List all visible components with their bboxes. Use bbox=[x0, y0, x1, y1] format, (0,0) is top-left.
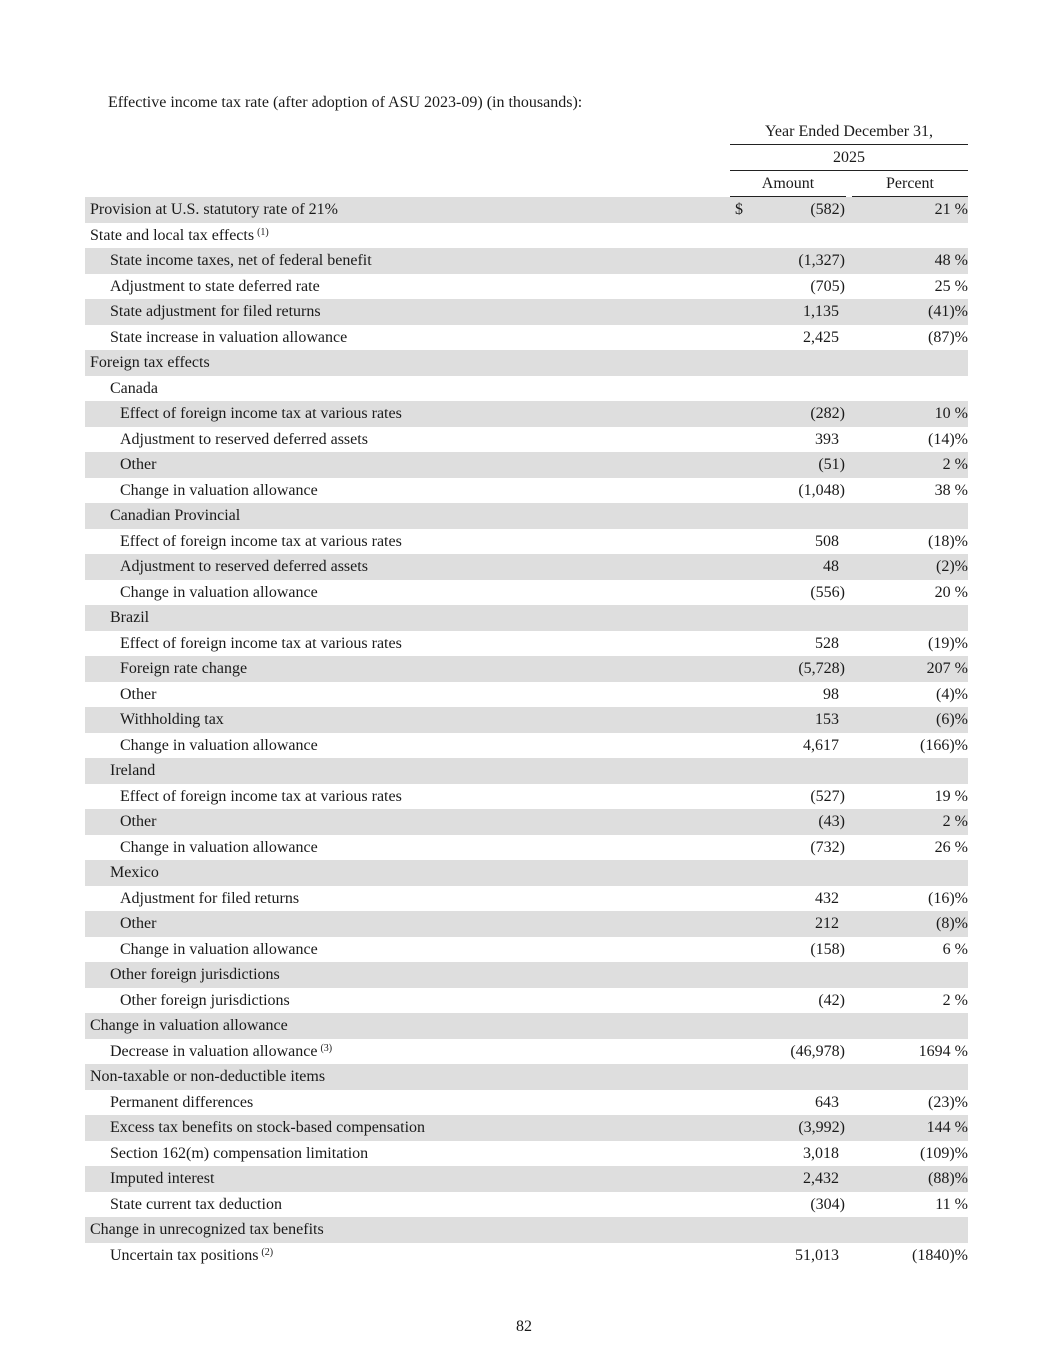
row-label-text: Foreign tax effects bbox=[90, 354, 210, 371]
amount-cell: (556) bbox=[810, 583, 845, 601]
row-label bbox=[120, 707, 224, 733]
percent-cell: 10 % bbox=[934, 405, 968, 422]
table-row bbox=[85, 937, 968, 963]
row-label-text: Canadian Provincial bbox=[110, 507, 241, 524]
row-label bbox=[120, 427, 368, 453]
table-row bbox=[85, 605, 968, 631]
row-label-text: State adjustment for filed returns bbox=[110, 303, 321, 320]
table-row bbox=[85, 911, 968, 937]
amount-cell: 51,013 bbox=[795, 1246, 839, 1264]
row-label bbox=[110, 758, 155, 784]
percent-column-header: Percent bbox=[886, 175, 934, 192]
row-label-text: Change in unrecognized tax benefits bbox=[90, 1221, 324, 1238]
percent-cell: 25 % bbox=[934, 277, 968, 295]
table-row bbox=[85, 197, 968, 223]
amount-cell: 508 bbox=[815, 532, 839, 550]
table-row bbox=[85, 988, 968, 1014]
percent-cell: 2 % bbox=[942, 813, 968, 830]
amount-cell: 643 bbox=[815, 1093, 839, 1111]
percent-cell: 144 % bbox=[926, 1119, 968, 1136]
year-header: 2025 bbox=[833, 149, 865, 166]
tax-rate-table bbox=[85, 197, 968, 1268]
table-row bbox=[85, 401, 968, 427]
row-label bbox=[90, 1064, 325, 1090]
row-label bbox=[90, 1013, 288, 1039]
period-underline bbox=[730, 144, 968, 145]
amount-cell: 153 bbox=[815, 711, 839, 728]
table-row bbox=[85, 962, 968, 988]
table-row bbox=[85, 1166, 968, 1192]
percent-cell: (14)% bbox=[928, 430, 968, 448]
percent-cell: (6)% bbox=[936, 711, 968, 728]
table-row bbox=[85, 427, 968, 453]
percent-cell: 21 % bbox=[934, 201, 968, 218]
row-label bbox=[120, 809, 156, 835]
table-row bbox=[85, 299, 968, 325]
row-label-text: Change in valuation allowance bbox=[120, 940, 318, 958]
footnote-marker: (1) bbox=[257, 226, 269, 238]
table-row bbox=[85, 835, 968, 861]
amount-cell: (705) bbox=[810, 277, 845, 295]
row-label bbox=[110, 299, 321, 325]
footnote-marker: (2) bbox=[261, 1246, 274, 1258]
row-label-text: Permanent differences bbox=[110, 1093, 254, 1111]
table-row bbox=[85, 529, 968, 555]
percent-cell: (2)% bbox=[936, 558, 968, 575]
table-row bbox=[85, 1039, 968, 1065]
amount-cell: 212 bbox=[815, 915, 839, 932]
table-row bbox=[85, 350, 968, 376]
table-row bbox=[85, 554, 968, 580]
row-label bbox=[110, 1115, 425, 1141]
percent-cell: (109)% bbox=[920, 1144, 968, 1162]
table-row bbox=[85, 478, 968, 504]
table-row bbox=[85, 274, 968, 300]
row-label-text: Withholding tax bbox=[120, 711, 224, 728]
percent-cell: (23)% bbox=[928, 1093, 968, 1111]
row-label bbox=[110, 962, 280, 988]
table-row bbox=[85, 325, 968, 351]
table-row bbox=[85, 503, 968, 529]
row-label bbox=[90, 197, 338, 223]
table-row bbox=[85, 580, 968, 606]
row-label bbox=[120, 835, 318, 861]
amount-cell: (1,327) bbox=[798, 252, 845, 269]
percent-cell: 26 % bbox=[934, 838, 968, 856]
row-label-text: Effect of foreign income tax at various rates bbox=[120, 634, 402, 652]
year-underline bbox=[730, 170, 968, 171]
row-label bbox=[110, 860, 159, 886]
row-label-text: Change in valuation allowance bbox=[120, 838, 318, 856]
row-label bbox=[110, 1166, 214, 1192]
row-label bbox=[90, 350, 210, 376]
percent-cell: (18)% bbox=[928, 532, 968, 550]
row-label-text: Other foreign jurisdictions bbox=[110, 966, 280, 983]
row-label bbox=[120, 554, 368, 580]
row-label bbox=[110, 325, 347, 351]
amount-cell: (3,992) bbox=[798, 1119, 845, 1136]
amount-cell: (582) bbox=[810, 201, 845, 218]
percent-cell: 6 % bbox=[942, 940, 968, 958]
row-label bbox=[120, 478, 318, 504]
percent-cell: (88)% bbox=[928, 1170, 968, 1187]
table-row bbox=[85, 1013, 968, 1039]
row-label bbox=[120, 452, 156, 478]
row-label-text: Change in valuation allowance bbox=[120, 736, 318, 754]
row-label bbox=[110, 248, 372, 274]
row-label-text: Adjustment to reserved deferred assets bbox=[120, 558, 368, 575]
amount-cell: 3,018 bbox=[803, 1144, 839, 1162]
row-label bbox=[120, 401, 402, 427]
row-label-text: Provision at U.S. statutory rate of 21% bbox=[90, 201, 338, 218]
table-row bbox=[85, 809, 968, 835]
table-row bbox=[85, 248, 968, 274]
row-label-text: Adjustment to state deferred rate bbox=[110, 277, 320, 295]
percent-cell: (19)% bbox=[928, 634, 968, 652]
row-label bbox=[120, 988, 290, 1014]
percent-cell: (87)% bbox=[928, 328, 968, 346]
table-row bbox=[85, 656, 968, 682]
currency-symbol: $ bbox=[735, 201, 743, 218]
row-label bbox=[120, 911, 156, 937]
amount-cell: (527) bbox=[810, 787, 845, 805]
percent-cell: (166)% bbox=[920, 736, 968, 754]
row-label-text: Effect of foreign income tax at various rates bbox=[120, 405, 402, 422]
row-label-text: Ireland bbox=[110, 762, 156, 779]
table-row bbox=[85, 376, 968, 402]
table-row bbox=[85, 733, 968, 759]
amount-cell: (304) bbox=[810, 1195, 845, 1213]
row-label-text: Other bbox=[120, 685, 157, 703]
percent-cell: 38 % bbox=[934, 481, 968, 499]
row-label-text: Foreign rate change bbox=[120, 660, 248, 677]
amount-cell: 2,425 bbox=[803, 328, 839, 346]
row-label-text: Change in valuation allowance bbox=[120, 583, 318, 601]
percent-cell: (8)% bbox=[936, 915, 968, 932]
row-label bbox=[120, 631, 402, 657]
percent-cell: (1840)% bbox=[912, 1246, 968, 1264]
row-label bbox=[110, 503, 240, 529]
row-label-text: Non-taxable or non-deductible items bbox=[90, 1068, 326, 1085]
percent-cell: 20 % bbox=[934, 583, 968, 601]
row-label-text: State current tax deduction bbox=[110, 1195, 282, 1213]
percent-cell: (41)% bbox=[928, 303, 968, 320]
row-label bbox=[120, 682, 156, 708]
table-row bbox=[85, 1217, 968, 1243]
row-label bbox=[120, 733, 318, 759]
row-label bbox=[120, 784, 402, 810]
percent-cell: 2 % bbox=[942, 456, 968, 473]
footnote-marker: (3) bbox=[320, 1042, 333, 1054]
amount-cell: (1,048) bbox=[798, 481, 845, 499]
row-label bbox=[120, 937, 318, 963]
table-caption: Effective income tax rate (after adoption of ASU 2023-09) (in thousands): bbox=[108, 94, 583, 111]
table-row bbox=[85, 682, 968, 708]
amount-cell: (732) bbox=[810, 838, 845, 856]
amount-cell: (42) bbox=[818, 991, 845, 1009]
row-label-text: Imputed interest bbox=[110, 1170, 215, 1187]
table-row bbox=[85, 223, 968, 249]
amount-cell: 4,617 bbox=[803, 736, 839, 754]
percent-cell: 48 % bbox=[934, 252, 968, 269]
row-label-text: Effect of foreign income tax at various rates bbox=[120, 532, 402, 550]
table-row bbox=[85, 1243, 968, 1269]
amount-cell: (46,978) bbox=[790, 1042, 845, 1060]
amount-cell: (43) bbox=[818, 813, 845, 830]
row-label-text: Mexico bbox=[110, 864, 159, 881]
row-label bbox=[110, 274, 320, 300]
row-label bbox=[110, 1141, 368, 1167]
row-label bbox=[90, 1217, 324, 1243]
row-label-text: Excess tax benefits on stock-based compensation bbox=[110, 1119, 426, 1136]
table-row bbox=[85, 1064, 968, 1090]
row-label-text: Uncertain tax positions bbox=[110, 1246, 259, 1264]
amount-cell: 1,135 bbox=[803, 303, 839, 320]
row-label bbox=[120, 656, 247, 682]
row-label-text: Change in valuation allowance bbox=[120, 481, 318, 499]
row-label-text: Change in valuation allowance bbox=[90, 1017, 288, 1034]
table-row bbox=[85, 758, 968, 784]
table-row bbox=[85, 860, 968, 886]
period-header: Year Ended December 31, bbox=[764, 123, 934, 140]
percent-cell: 2 % bbox=[942, 991, 968, 1009]
row-label bbox=[120, 886, 299, 912]
table-row bbox=[85, 1192, 968, 1218]
amount-cell: 98 bbox=[823, 685, 839, 703]
row-label-text: State increase in valuation allowance bbox=[110, 328, 348, 346]
table-row bbox=[85, 1090, 968, 1116]
percent-cell: (16)% bbox=[928, 889, 968, 907]
row-label-text: Brazil bbox=[110, 609, 150, 626]
amount-column-header: Amount bbox=[761, 175, 815, 192]
table-row bbox=[85, 707, 968, 733]
amount-cell: 393 bbox=[815, 430, 839, 448]
row-label bbox=[110, 605, 149, 631]
row-label-text: Section 162(m) compensation limitation bbox=[110, 1144, 369, 1162]
row-label-text: State and local tax effects bbox=[90, 226, 255, 244]
row-label bbox=[120, 580, 318, 606]
row-label-text: Canada bbox=[110, 379, 158, 397]
row-label-text: Other bbox=[120, 813, 157, 830]
row-label-text: State income taxes, net of federal benefit bbox=[110, 252, 372, 269]
amount-cell: (51) bbox=[818, 456, 845, 473]
row-label-text: Other bbox=[120, 456, 157, 473]
table-row bbox=[85, 631, 968, 657]
table-row bbox=[85, 1141, 968, 1167]
row-label bbox=[110, 1192, 282, 1218]
percent-cell: 19 % bbox=[934, 787, 968, 805]
row-label bbox=[120, 529, 402, 555]
amount-cell: 48 bbox=[823, 558, 839, 575]
amount-cell: 432 bbox=[815, 889, 839, 907]
amount-cell: 2,432 bbox=[803, 1170, 839, 1187]
row-label-text: Adjustment to reserved deferred assets bbox=[120, 430, 368, 448]
row-label-text: Decrease in valuation allowance bbox=[110, 1042, 318, 1060]
amount-cell: (282) bbox=[810, 405, 845, 422]
percent-cell: (4)% bbox=[936, 685, 968, 703]
percent-cell: 11 % bbox=[935, 1195, 968, 1213]
percent-cell: 207 % bbox=[926, 660, 968, 677]
row-label-text: Adjustment for filed returns bbox=[120, 889, 300, 907]
row-label bbox=[110, 376, 158, 402]
table-row bbox=[85, 886, 968, 912]
row-label bbox=[110, 1090, 253, 1116]
page-number: 82 bbox=[516, 1318, 532, 1335]
row-label bbox=[90, 223, 269, 251]
row-label-text: Effect of foreign income tax at various rates bbox=[120, 787, 402, 805]
amount-cell: (5,728) bbox=[798, 660, 845, 677]
amount-cell: (158) bbox=[810, 940, 845, 958]
table-row bbox=[85, 784, 968, 810]
amount-cell: 528 bbox=[815, 634, 839, 652]
table-row bbox=[85, 452, 968, 478]
percent-cell: 1694 % bbox=[918, 1042, 968, 1060]
row-label bbox=[110, 1039, 332, 1067]
row-label-text: Other foreign jurisdictions bbox=[120, 991, 290, 1009]
table-row bbox=[85, 1115, 968, 1141]
row-label-text: Other bbox=[120, 915, 157, 932]
row-label bbox=[110, 1243, 273, 1271]
